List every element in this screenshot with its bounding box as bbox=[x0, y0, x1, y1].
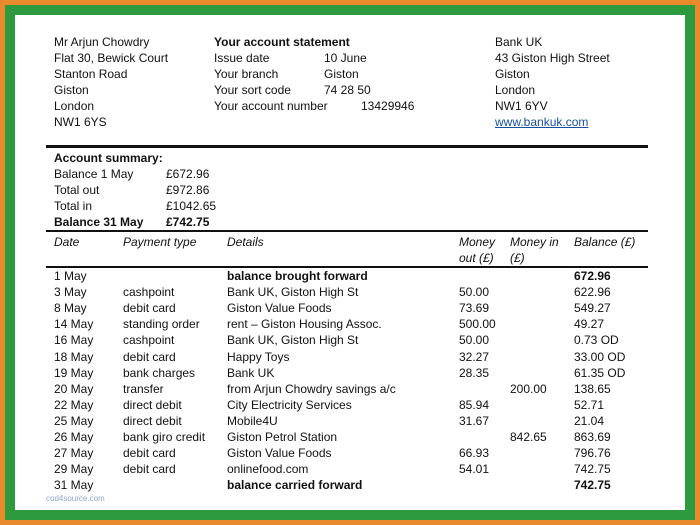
customer-address-line: London bbox=[54, 99, 95, 113]
header-money-in-unit: (£) bbox=[510, 251, 525, 265]
row-details: Bank UK, Giston High St bbox=[227, 285, 359, 300]
summary-value: £742.75 bbox=[166, 215, 210, 229]
branch-value: Giston bbox=[324, 67, 359, 81]
row-details: onlinefood.com bbox=[227, 462, 309, 477]
bank-address-line: 43 Giston High Street bbox=[495, 51, 610, 65]
row-payment-type: cashpoint bbox=[123, 285, 175, 300]
row-money-out: 85.94 bbox=[459, 397, 490, 412]
row-details: from Arjun Chowdry savings a/c bbox=[227, 381, 396, 396]
row-money-out: 66.93 bbox=[459, 446, 490, 461]
customer-address-line: NW1 6YS bbox=[54, 115, 107, 129]
row-date: 3 May bbox=[54, 285, 87, 300]
row-money-out: 500.00 bbox=[459, 317, 496, 332]
row-details: balance brought forward bbox=[227, 269, 368, 283]
customer-address-line: Flat 30, Bewick Court bbox=[54, 51, 169, 65]
row-payment-type: cashpoint bbox=[123, 333, 175, 348]
statement-page bbox=[26, 26, 674, 503]
row-balance: 52.71 bbox=[574, 397, 605, 412]
summary-value: £672.96 bbox=[166, 167, 210, 181]
row-balance: 33.00 OD bbox=[574, 349, 626, 364]
row-details: Giston Value Foods bbox=[227, 446, 332, 461]
sort-code-label: Your sort code bbox=[214, 83, 291, 97]
row-date: 8 May bbox=[54, 301, 87, 316]
row-balance: 0.73 OD bbox=[574, 333, 619, 348]
row-money-out: 50.00 bbox=[459, 333, 490, 348]
header-money-in: Money in bbox=[510, 235, 559, 249]
issue-date-value: 10 June bbox=[324, 51, 367, 65]
row-payment-type: direct debit bbox=[123, 397, 182, 412]
row-balance: 863.69 bbox=[574, 430, 611, 444]
statement-title: Your account statement bbox=[214, 35, 350, 49]
row-balance: 796.76 bbox=[574, 446, 611, 461]
row-payment-type: direct debit bbox=[123, 413, 182, 428]
row-date: 25 May bbox=[54, 413, 94, 428]
row-details: Giston Value Foods bbox=[227, 301, 332, 316]
row-money-out: 32.27 bbox=[459, 349, 490, 364]
row-date: 29 May bbox=[54, 462, 94, 477]
row-payment-type: standing order bbox=[123, 317, 200, 332]
customer-address-line: Giston bbox=[54, 83, 89, 97]
row-balance: 742.75 bbox=[574, 462, 611, 477]
divider-summary bbox=[46, 230, 648, 232]
row-balance: 21.04 bbox=[574, 413, 605, 428]
row-details: Bank UK, Giston High St bbox=[227, 333, 359, 348]
bank-website-link[interactable]: www.bankuk.com bbox=[495, 115, 589, 129]
row-date: 14 May bbox=[54, 317, 94, 332]
header-money-out: Money bbox=[459, 235, 496, 249]
row-details: rent – Giston Housing Assoc. bbox=[227, 317, 382, 332]
bank-address-line: Giston bbox=[495, 67, 530, 81]
row-money-out: 73.69 bbox=[459, 301, 490, 316]
row-date: 27 May bbox=[54, 446, 94, 461]
row-money-in: 200.00 bbox=[510, 381, 547, 396]
row-money-out: 50.00 bbox=[459, 285, 490, 300]
summary-label: Balance 31 May bbox=[54, 215, 144, 229]
row-balance: 61.35 OD bbox=[574, 365, 626, 380]
row-details: City Electricity Services bbox=[227, 397, 352, 412]
row-balance: 672.96 bbox=[574, 269, 611, 283]
row-payment-type: transfer bbox=[123, 381, 164, 396]
row-balance: 549.27 bbox=[574, 301, 611, 316]
row-date: 22 May bbox=[54, 397, 94, 412]
row-date: 26 May bbox=[54, 430, 94, 444]
row-money-out: 28.35 bbox=[459, 365, 490, 380]
row-money-out: 54.01 bbox=[459, 462, 490, 477]
bank-address-line: NW1 6YV bbox=[495, 99, 548, 113]
row-details: Bank UK bbox=[227, 365, 275, 380]
bank-name: Bank UK bbox=[495, 35, 543, 49]
row-balance: 49.27 bbox=[574, 317, 605, 332]
account-number-label: Your account number bbox=[214, 99, 328, 113]
row-details: Giston Petrol Station bbox=[227, 430, 338, 444]
summary-label: Total in bbox=[54, 199, 93, 213]
customer-name: Mr Arjun Chowdry bbox=[54, 35, 150, 49]
row-date: 19 May bbox=[54, 365, 94, 380]
header-payment-type: Payment type bbox=[123, 235, 197, 249]
summary-label: Balance 1 May bbox=[54, 167, 134, 181]
row-payment-type: bank charges bbox=[123, 365, 196, 380]
row-balance: 742.75 bbox=[574, 478, 611, 493]
row-payment-type: debit card bbox=[123, 462, 176, 477]
row-money-out: 31.67 bbox=[459, 413, 490, 428]
row-date: 1 May bbox=[54, 269, 87, 283]
row-balance: 622.96 bbox=[574, 285, 611, 300]
watermark: cod4source.com bbox=[46, 494, 105, 503]
row-date: 20 May bbox=[54, 381, 94, 396]
row-payment-type: debit card bbox=[123, 349, 176, 364]
row-date: 31 May bbox=[54, 478, 94, 493]
customer-address-line: Stanton Road bbox=[54, 67, 128, 81]
summary-title: Account summary: bbox=[54, 151, 163, 165]
row-payment-type: debit card bbox=[123, 301, 176, 316]
sort-code-value: 74 28 50 bbox=[324, 83, 371, 97]
header-details: Details bbox=[227, 235, 264, 249]
row-date: 18 May bbox=[54, 349, 94, 364]
summary-value: £1042.65 bbox=[166, 199, 217, 213]
issue-date-label: Issue date bbox=[214, 51, 270, 65]
row-balance: 138.65 bbox=[574, 381, 611, 396]
header-date: Date bbox=[54, 235, 80, 249]
account-number-value: 13429946 bbox=[361, 99, 415, 113]
row-details: Mobile4U bbox=[227, 413, 278, 428]
summary-value: £972.86 bbox=[166, 183, 210, 197]
branch-label: Your branch bbox=[214, 67, 279, 81]
summary-label: Total out bbox=[54, 183, 100, 197]
divider-top bbox=[46, 145, 648, 148]
row-money-in: 842.65 bbox=[510, 430, 547, 444]
row-payment-type: bank giro credit bbox=[123, 430, 206, 444]
row-details: balance carried forward bbox=[227, 478, 363, 493]
row-payment-type: debit card bbox=[123, 446, 176, 461]
bank-address-line: London bbox=[495, 83, 536, 97]
row-date: 16 May bbox=[54, 333, 94, 348]
row-details: Happy Toys bbox=[227, 349, 290, 364]
header-balance: Balance (£) bbox=[574, 235, 636, 249]
header-money-out-unit: out (£) bbox=[459, 251, 494, 265]
